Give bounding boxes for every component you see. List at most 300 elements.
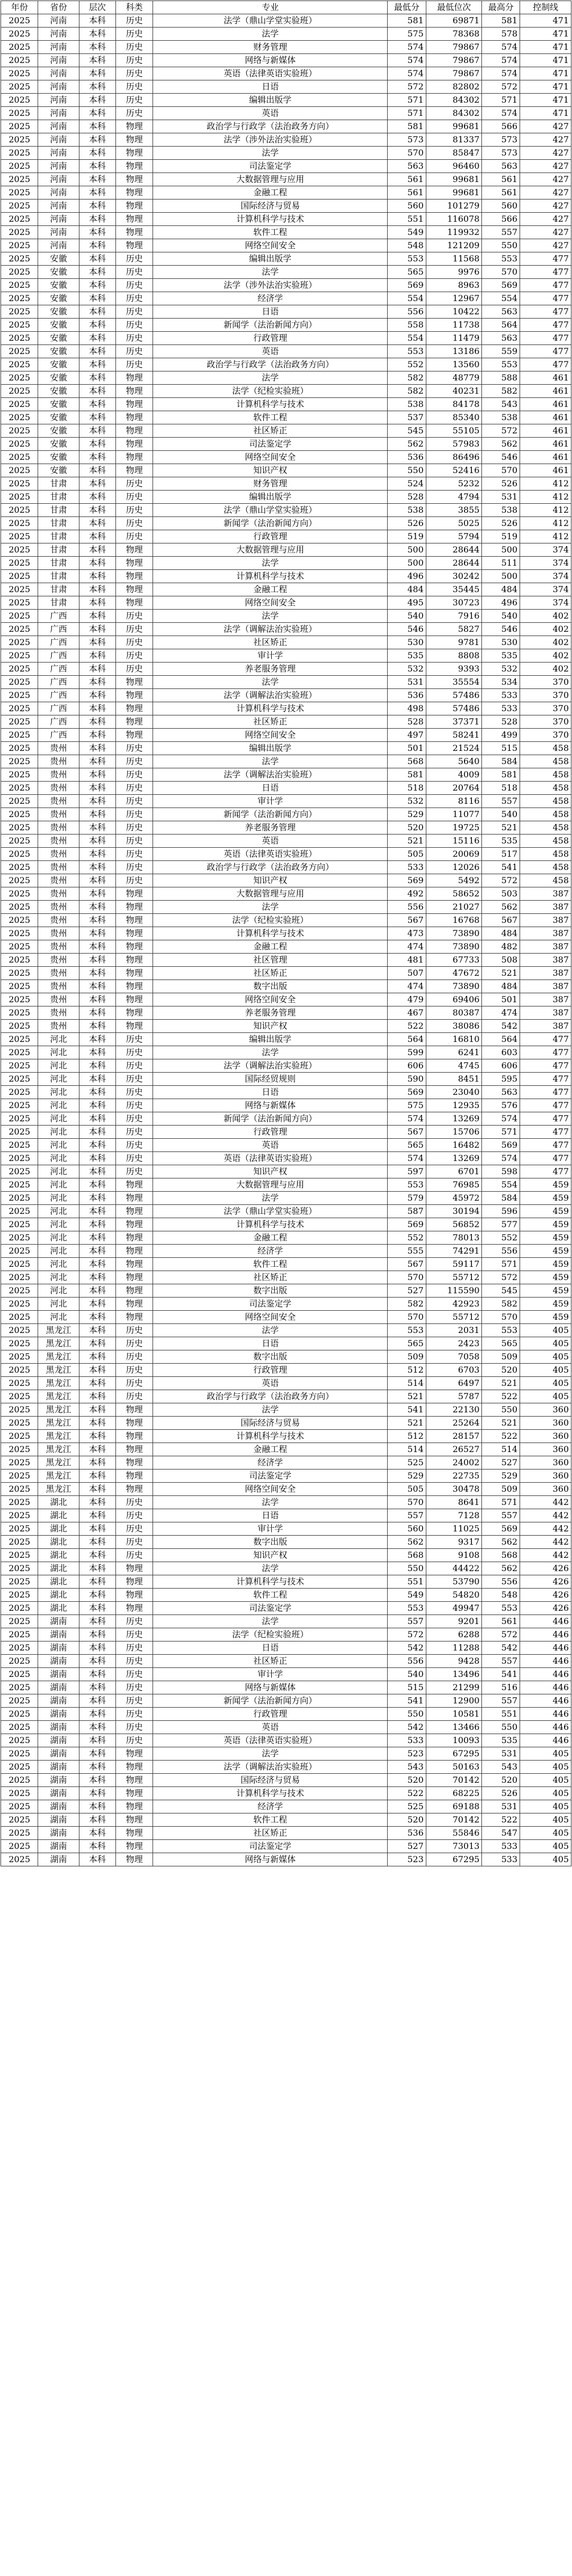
cell-min-score: 538 xyxy=(388,504,426,517)
cell-major: 法学 xyxy=(153,1747,388,1761)
cell-level: 本科 xyxy=(79,1271,115,1284)
cell-major: 网络与新媒体 xyxy=(153,1099,388,1112)
cell-year: 2025 xyxy=(1,676,38,689)
cell-min-score: 581 xyxy=(388,768,426,782)
cell-year: 2025 xyxy=(1,1840,38,1853)
cell-subject-category: 物理 xyxy=(115,1311,153,1324)
table-row xyxy=(1,1033,571,1046)
cell-control-line: 387 xyxy=(520,967,571,980)
cell-province: 广西 xyxy=(38,689,79,702)
cell-level: 本科 xyxy=(79,1787,115,1800)
cell-min-rank: 115590 xyxy=(426,1284,482,1298)
cell-min-score: 497 xyxy=(388,729,426,742)
cell-control-line: 405 xyxy=(520,1747,571,1761)
cell-control-line: 477 xyxy=(520,319,571,332)
cell-min-rank: 56852 xyxy=(426,1218,482,1231)
cell-major: 金融工程 xyxy=(153,583,388,596)
table-row xyxy=(1,1178,571,1192)
cell-year: 2025 xyxy=(1,1284,38,1298)
cell-control-line: 461 xyxy=(520,424,571,438)
cell-min-rank: 58241 xyxy=(426,729,482,742)
cell-subject-category: 物理 xyxy=(115,543,153,557)
cell-level: 本科 xyxy=(79,1668,115,1681)
cell-min-rank: 6241 xyxy=(426,1046,482,1059)
cell-level: 本科 xyxy=(79,1496,115,1509)
table-row xyxy=(1,1655,571,1668)
cell-major: 数字出版 xyxy=(153,1536,388,1549)
cell-control-line: 477 xyxy=(520,1112,571,1126)
table-row xyxy=(1,1774,571,1787)
cell-province: 安徽 xyxy=(38,398,79,411)
cell-level: 本科 xyxy=(79,517,115,530)
cell-province: 安徽 xyxy=(38,438,79,451)
table-row xyxy=(1,67,571,80)
cell-year: 2025 xyxy=(1,1470,38,1483)
cell-year: 2025 xyxy=(1,742,38,755)
cell-province: 贵州 xyxy=(38,821,79,835)
cell-subject-category: 物理 xyxy=(115,385,153,398)
table-row xyxy=(1,1231,571,1245)
cell-min-score: 552 xyxy=(388,1231,426,1245)
cell-major: 计算机科学与技术 xyxy=(153,398,388,411)
cell-year: 2025 xyxy=(1,292,38,305)
cell-min-rank: 121209 xyxy=(426,239,482,252)
cell-min-rank: 67295 xyxy=(426,1747,482,1761)
cell-min-score: 553 xyxy=(388,1178,426,1192)
cell-province: 河北 xyxy=(38,1311,79,1324)
cell-year: 2025 xyxy=(1,239,38,252)
cell-province: 安徽 xyxy=(38,411,79,424)
cell-level: 本科 xyxy=(79,940,115,954)
cell-control-line: 360 xyxy=(520,1417,571,1430)
cell-max-score: 526 xyxy=(482,517,520,530)
cell-max-score: 574 xyxy=(482,1152,520,1165)
cell-min-rank: 9393 xyxy=(426,663,482,676)
cell-min-score: 541 xyxy=(388,1403,426,1417)
cell-major: 法学（涉外法治实验班） xyxy=(153,279,388,292)
cell-province: 黑龙江 xyxy=(38,1324,79,1337)
cell-province: 甘肃 xyxy=(38,596,79,610)
cell-min-score: 532 xyxy=(388,663,426,676)
cell-level: 本科 xyxy=(79,266,115,279)
cell-min-rank: 40231 xyxy=(426,385,482,398)
cell-subject-category: 历史 xyxy=(115,610,153,623)
cell-level: 本科 xyxy=(79,1747,115,1761)
cell-province: 贵州 xyxy=(38,795,79,808)
cell-province: 湖南 xyxy=(38,1787,79,1800)
cell-province: 湖北 xyxy=(38,1575,79,1589)
cell-province: 河南 xyxy=(38,14,79,28)
cell-major: 养老服务管理 xyxy=(153,821,388,835)
cell-major: 英语 xyxy=(153,107,388,120)
cell-year: 2025 xyxy=(1,107,38,120)
cell-level: 本科 xyxy=(79,1615,115,1628)
cell-control-line: 370 xyxy=(520,676,571,689)
cell-subject-category: 物理 xyxy=(115,1589,153,1602)
cell-min-score: 553 xyxy=(388,1602,426,1615)
cell-subject-category: 历史 xyxy=(115,1496,153,1509)
table-row xyxy=(1,1311,571,1324)
cell-min-rank: 7058 xyxy=(426,1350,482,1364)
cell-major: 法学 xyxy=(153,147,388,160)
cell-max-score: 514 xyxy=(482,1443,520,1456)
cell-major: 社区管理 xyxy=(153,954,388,967)
cell-province: 湖北 xyxy=(38,1549,79,1562)
cell-control-line: 370 xyxy=(520,689,571,702)
cell-min-score: 540 xyxy=(388,610,426,623)
cell-level: 本科 xyxy=(79,1245,115,1258)
cell-province: 甘肃 xyxy=(38,557,79,570)
cell-min-rank: 5787 xyxy=(426,1390,482,1403)
cell-control-line: 477 xyxy=(520,358,571,371)
table-row xyxy=(1,1747,571,1761)
cell-subject-category: 物理 xyxy=(115,398,153,411)
table-row xyxy=(1,319,571,332)
cell-major: 法学（涉外法治实验班） xyxy=(153,133,388,147)
cell-min-rank: 5794 xyxy=(426,530,482,543)
cell-min-rank: 16482 xyxy=(426,1139,482,1152)
cell-min-rank: 38086 xyxy=(426,1020,482,1033)
cell-subject-category: 物理 xyxy=(115,1840,153,1853)
cell-control-line: 387 xyxy=(520,1006,571,1020)
table-row xyxy=(1,398,571,411)
cell-min-score: 531 xyxy=(388,676,426,689)
cell-control-line: 427 xyxy=(520,239,571,252)
cell-major: 审计学 xyxy=(153,649,388,663)
cell-min-rank: 10581 xyxy=(426,1708,482,1721)
cell-major: 金融工程 xyxy=(153,1443,388,1456)
cell-year: 2025 xyxy=(1,54,38,67)
cell-min-rank: 47672 xyxy=(426,967,482,980)
cell-subject-category: 物理 xyxy=(115,927,153,940)
cell-major: 法学 xyxy=(153,1046,388,1059)
cell-major: 日语 xyxy=(153,1509,388,1522)
cell-min-score: 521 xyxy=(388,1417,426,1430)
cell-max-score: 517 xyxy=(482,848,520,861)
cell-min-score: 473 xyxy=(388,927,426,940)
cell-province: 河南 xyxy=(38,107,79,120)
cell-major: 审计学 xyxy=(153,1668,388,1681)
cell-min-score: 599 xyxy=(388,1046,426,1059)
cell-min-rank: 30478 xyxy=(426,1483,482,1496)
cell-province: 河北 xyxy=(38,1139,79,1152)
cell-control-line: 458 xyxy=(520,848,571,861)
cell-control-line: 360 xyxy=(520,1443,571,1456)
cell-max-score: 564 xyxy=(482,1033,520,1046)
cell-subject-category: 历史 xyxy=(115,1126,153,1139)
cell-control-line: 446 xyxy=(520,1734,571,1747)
cell-level: 本科 xyxy=(79,332,115,345)
cell-control-line: 471 xyxy=(520,80,571,94)
cell-province: 湖北 xyxy=(38,1536,79,1549)
cell-max-score: 577 xyxy=(482,1218,520,1231)
cell-control-line: 412 xyxy=(520,530,571,543)
cell-province: 湖北 xyxy=(38,1562,79,1575)
cell-min-score: 556 xyxy=(388,901,426,914)
cell-level: 本科 xyxy=(79,1721,115,1734)
cell-subject-category: 历史 xyxy=(115,755,153,768)
cell-major: 审计学 xyxy=(153,1522,388,1536)
cell-control-line: 442 xyxy=(520,1522,571,1536)
cell-subject-category: 历史 xyxy=(115,1390,153,1403)
cell-min-rank: 50163 xyxy=(426,1761,482,1774)
table-row xyxy=(1,133,571,147)
cell-province: 湖南 xyxy=(38,1827,79,1840)
table-row xyxy=(1,1350,571,1364)
cell-province: 贵州 xyxy=(38,848,79,861)
cell-province: 河南 xyxy=(38,173,79,186)
cell-control-line: 360 xyxy=(520,1483,571,1496)
cell-level: 本科 xyxy=(79,252,115,266)
cell-major: 经济学 xyxy=(153,1245,388,1258)
cell-min-rank: 5827 xyxy=(426,623,482,636)
cell-min-rank: 30194 xyxy=(426,1205,482,1218)
cell-major: 新闻学（法治新闻方向） xyxy=(153,808,388,821)
cell-control-line: 360 xyxy=(520,1456,571,1470)
cell-max-score: 563 xyxy=(482,305,520,319)
cell-max-score: 522 xyxy=(482,1430,520,1443)
table-row xyxy=(1,583,571,596)
cell-min-score: 474 xyxy=(388,940,426,954)
cell-min-rank: 48779 xyxy=(426,371,482,385)
cell-min-rank: 96460 xyxy=(426,160,482,173)
cell-major: 经济学 xyxy=(153,292,388,305)
cell-subject-category: 历史 xyxy=(115,94,153,107)
table-row xyxy=(1,808,571,821)
cell-year: 2025 xyxy=(1,1086,38,1099)
cell-max-score: 556 xyxy=(482,1575,520,1589)
cell-year: 2025 xyxy=(1,1073,38,1086)
cell-year: 2025 xyxy=(1,1258,38,1271)
cell-min-score: 505 xyxy=(388,848,426,861)
cell-subject-category: 历史 xyxy=(115,1033,153,1046)
table-row xyxy=(1,147,571,160)
cell-control-line: 360 xyxy=(520,1470,571,1483)
cell-max-score: 574 xyxy=(482,67,520,80)
cell-province: 湖南 xyxy=(38,1615,79,1628)
cell-major: 司法鉴定学 xyxy=(153,1602,388,1615)
cell-min-score: 606 xyxy=(388,1059,426,1073)
cell-province: 贵州 xyxy=(38,808,79,821)
cell-max-score: 572 xyxy=(482,1628,520,1641)
cell-level: 本科 xyxy=(79,1774,115,1787)
cell-year: 2025 xyxy=(1,1615,38,1628)
cell-year: 2025 xyxy=(1,1059,38,1073)
cell-min-rank: 16810 xyxy=(426,1033,482,1046)
cell-min-score: 557 xyxy=(388,1509,426,1522)
cell-min-rank: 11568 xyxy=(426,252,482,266)
cell-max-score: 551 xyxy=(482,1708,520,1721)
cell-subject-category: 物理 xyxy=(115,1575,153,1589)
cell-level: 本科 xyxy=(79,1139,115,1152)
cell-min-rank: 68225 xyxy=(426,1787,482,1800)
table-row xyxy=(1,689,571,702)
table-row xyxy=(1,1364,571,1377)
cell-max-score: 546 xyxy=(482,451,520,464)
cell-major: 网络空间安全 xyxy=(153,239,388,252)
cell-min-rank: 9781 xyxy=(426,636,482,649)
cell-province: 贵州 xyxy=(38,742,79,755)
cell-min-score: 565 xyxy=(388,1337,426,1350)
cell-year: 2025 xyxy=(1,358,38,371)
cell-subject-category: 物理 xyxy=(115,464,153,477)
cell-level: 本科 xyxy=(79,226,115,239)
cell-province: 甘肃 xyxy=(38,477,79,491)
cell-max-score: 553 xyxy=(482,1324,520,1337)
cell-level: 本科 xyxy=(79,1589,115,1602)
cell-control-line: 461 xyxy=(520,464,571,477)
cell-province: 河南 xyxy=(38,147,79,160)
cell-max-score: 574 xyxy=(482,41,520,54)
cell-province: 黑龙江 xyxy=(38,1364,79,1377)
cell-min-rank: 11025 xyxy=(426,1522,482,1536)
cell-level: 本科 xyxy=(79,1470,115,1483)
cell-province: 湖南 xyxy=(38,1853,79,1866)
cell-max-score: 520 xyxy=(482,1774,520,1787)
table-row xyxy=(1,1522,571,1536)
cell-year: 2025 xyxy=(1,1708,38,1721)
cell-level: 本科 xyxy=(79,1628,115,1641)
cell-max-score: 571 xyxy=(482,1258,520,1271)
cell-max-score: 529 xyxy=(482,1470,520,1483)
cell-min-score: 569 xyxy=(388,1086,426,1099)
cell-year: 2025 xyxy=(1,914,38,927)
table-row xyxy=(1,477,571,491)
cell-min-score: 527 xyxy=(388,1284,426,1298)
cell-subject-category: 物理 xyxy=(115,715,153,729)
cell-year: 2025 xyxy=(1,901,38,914)
cell-major: 数字出版 xyxy=(153,1350,388,1364)
cell-province: 贵州 xyxy=(38,887,79,901)
cell-max-score: 562 xyxy=(482,1562,520,1575)
cell-max-score: 521 xyxy=(482,967,520,980)
cell-max-score: 533 xyxy=(482,1840,520,1853)
table-row xyxy=(1,1443,571,1456)
cell-level: 本科 xyxy=(79,795,115,808)
cell-major: 政治学与行政学（法治政务方向） xyxy=(153,358,388,371)
cell-level: 本科 xyxy=(79,94,115,107)
cell-province: 黑龙江 xyxy=(38,1377,79,1390)
cell-control-line: 446 xyxy=(520,1681,571,1694)
cell-control-line: 461 xyxy=(520,398,571,411)
cell-control-line: 458 xyxy=(520,808,571,821)
cell-subject-category: 物理 xyxy=(115,1483,153,1496)
cell-subject-category: 历史 xyxy=(115,1165,153,1178)
table-row xyxy=(1,358,571,371)
cell-max-score: 543 xyxy=(482,1761,520,1774)
cell-province: 甘肃 xyxy=(38,517,79,530)
cell-major: 知识产权 xyxy=(153,1165,388,1178)
cell-subject-category: 历史 xyxy=(115,848,153,861)
cell-level: 本科 xyxy=(79,319,115,332)
cell-control-line: 387 xyxy=(520,914,571,927)
table-row xyxy=(1,1668,571,1681)
cell-control-line: 459 xyxy=(520,1271,571,1284)
cell-year: 2025 xyxy=(1,1192,38,1205)
table-row xyxy=(1,821,571,835)
cell-subject-category: 历史 xyxy=(115,1324,153,1337)
table-row xyxy=(1,1377,571,1390)
cell-province: 安徽 xyxy=(38,279,79,292)
cell-province: 安徽 xyxy=(38,371,79,385)
table-row xyxy=(1,1430,571,1443)
cell-control-line: 442 xyxy=(520,1549,571,1562)
table-row xyxy=(1,41,571,54)
cell-year: 2025 xyxy=(1,1813,38,1827)
table-row xyxy=(1,848,571,861)
cell-subject-category: 历史 xyxy=(115,266,153,279)
cell-min-score: 579 xyxy=(388,1192,426,1205)
cell-max-score: 571 xyxy=(482,1126,520,1139)
table-row xyxy=(1,1099,571,1112)
cell-subject-category: 历史 xyxy=(115,1615,153,1628)
cell-year: 2025 xyxy=(1,1298,38,1311)
cell-subject-category: 历史 xyxy=(115,1681,153,1694)
cell-min-rank: 55712 xyxy=(426,1311,482,1324)
cell-major: 知识产权 xyxy=(153,464,388,477)
cell-year: 2025 xyxy=(1,266,38,279)
cell-max-score: 515 xyxy=(482,742,520,755)
table-row xyxy=(1,173,571,186)
cell-province: 贵州 xyxy=(38,1020,79,1033)
cell-min-score: 533 xyxy=(388,1734,426,1747)
table-row xyxy=(1,28,571,41)
cell-control-line: 405 xyxy=(520,1390,571,1403)
cell-max-score: 582 xyxy=(482,1298,520,1311)
cell-province: 广西 xyxy=(38,636,79,649)
cell-level: 本科 xyxy=(79,107,115,120)
cell-control-line: 459 xyxy=(520,1205,571,1218)
cell-min-rank: 4745 xyxy=(426,1059,482,1073)
cell-province: 广西 xyxy=(38,676,79,689)
cell-level: 本科 xyxy=(79,424,115,438)
cell-min-rank: 13496 xyxy=(426,1668,482,1681)
cell-province: 湖南 xyxy=(38,1708,79,1721)
cell-control-line: 471 xyxy=(520,14,571,28)
cell-subject-category: 物理 xyxy=(115,160,153,173)
cell-min-score: 558 xyxy=(388,319,426,332)
cell-province: 河北 xyxy=(38,1271,79,1284)
table-row xyxy=(1,1628,571,1641)
cell-year: 2025 xyxy=(1,1747,38,1761)
cell-subject-category: 历史 xyxy=(115,1549,153,1562)
header-min-rank: 最低位次 xyxy=(426,1,482,14)
table-row xyxy=(1,768,571,782)
cell-subject-category: 物理 xyxy=(115,1245,153,1258)
cell-min-rank: 8963 xyxy=(426,279,482,292)
cell-subject-category: 历史 xyxy=(115,28,153,41)
cell-control-line: 477 xyxy=(520,305,571,319)
cell-level: 本科 xyxy=(79,1827,115,1840)
cell-province: 贵州 xyxy=(38,835,79,848)
cell-min-score: 574 xyxy=(388,1152,426,1165)
cell-year: 2025 xyxy=(1,438,38,451)
table-row xyxy=(1,980,571,993)
cell-min-score: 562 xyxy=(388,1536,426,1549)
cell-subject-category: 物理 xyxy=(115,583,153,596)
table-row xyxy=(1,385,571,398)
cell-year: 2025 xyxy=(1,1165,38,1178)
cell-province: 广西 xyxy=(38,729,79,742)
cell-max-score: 543 xyxy=(482,398,520,411)
table-row xyxy=(1,1165,571,1178)
cell-min-score: 507 xyxy=(388,967,426,980)
table-row xyxy=(1,927,571,940)
cell-level: 本科 xyxy=(79,557,115,570)
cell-province: 黑龙江 xyxy=(38,1337,79,1350)
cell-min-rank: 2423 xyxy=(426,1337,482,1350)
cell-level: 本科 xyxy=(79,821,115,835)
